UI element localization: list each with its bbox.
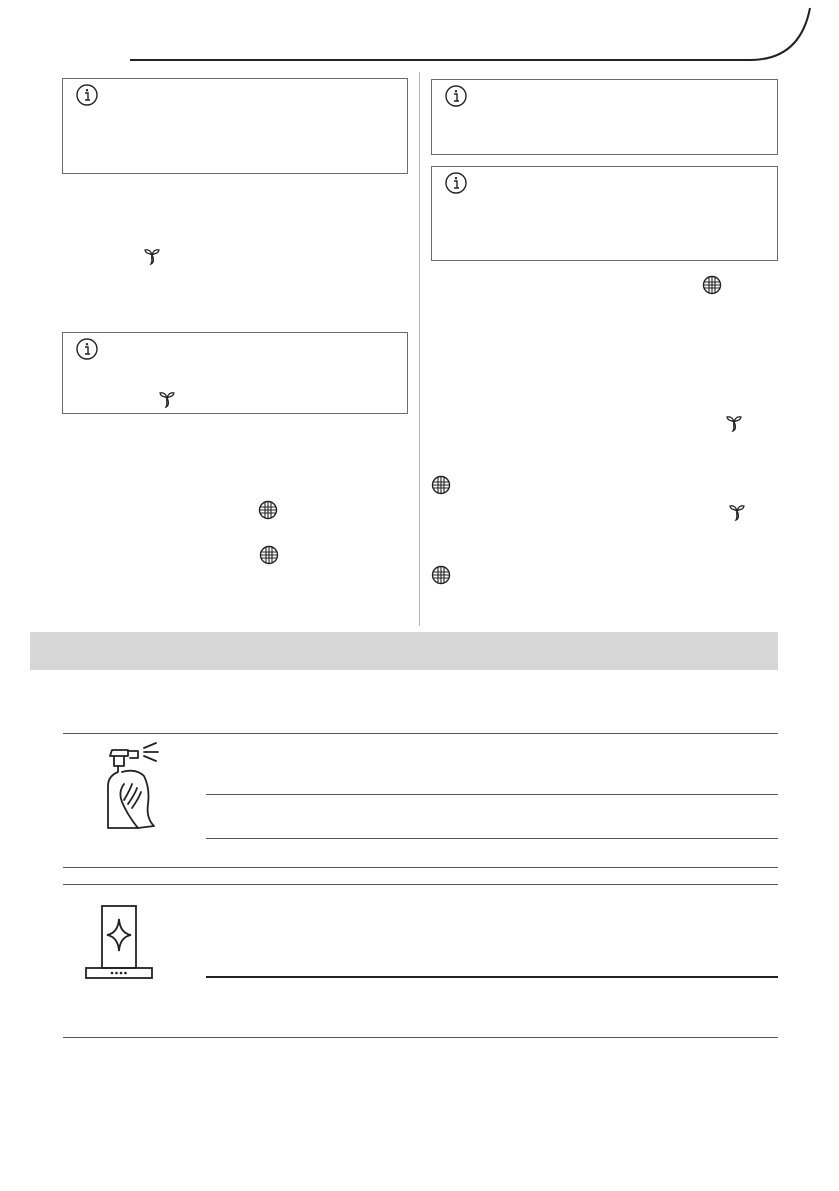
- table-rule-top: [63, 733, 778, 734]
- info-icon: [76, 84, 98, 106]
- table-rule-section: [63, 884, 778, 885]
- grease-filter-icon: [258, 500, 278, 520]
- info-note-box-4: [431, 166, 778, 261]
- grease-filter-icon: [702, 275, 722, 295]
- grease-filter-icon: [431, 565, 451, 585]
- fan-icon: [727, 501, 747, 521]
- info-icon: [445, 172, 467, 194]
- cooker-hood-sparkle-icon: [84, 905, 154, 981]
- info-note-box-3: [431, 79, 778, 155]
- info-note-box-1: [62, 78, 408, 174]
- table-rule-section: [63, 867, 778, 868]
- fan-icon: [157, 388, 177, 408]
- grease-filter-icon: [431, 475, 451, 495]
- info-note-box-2: [62, 332, 408, 414]
- table-rule-inner: [206, 794, 778, 795]
- fan-icon: [142, 245, 162, 265]
- fan-icon: [724, 412, 744, 432]
- info-icon: [445, 85, 467, 107]
- spray-bottle-cloth-icon: [98, 742, 162, 832]
- info-icon: [76, 338, 98, 360]
- table-rule-inner-thick: [206, 976, 778, 978]
- grease-filter-icon: [259, 545, 279, 565]
- section-header-bar: [30, 632, 778, 670]
- column-divider: [419, 72, 420, 626]
- table-rule-inner: [206, 838, 778, 839]
- table-rule-bottom: [63, 1037, 778, 1038]
